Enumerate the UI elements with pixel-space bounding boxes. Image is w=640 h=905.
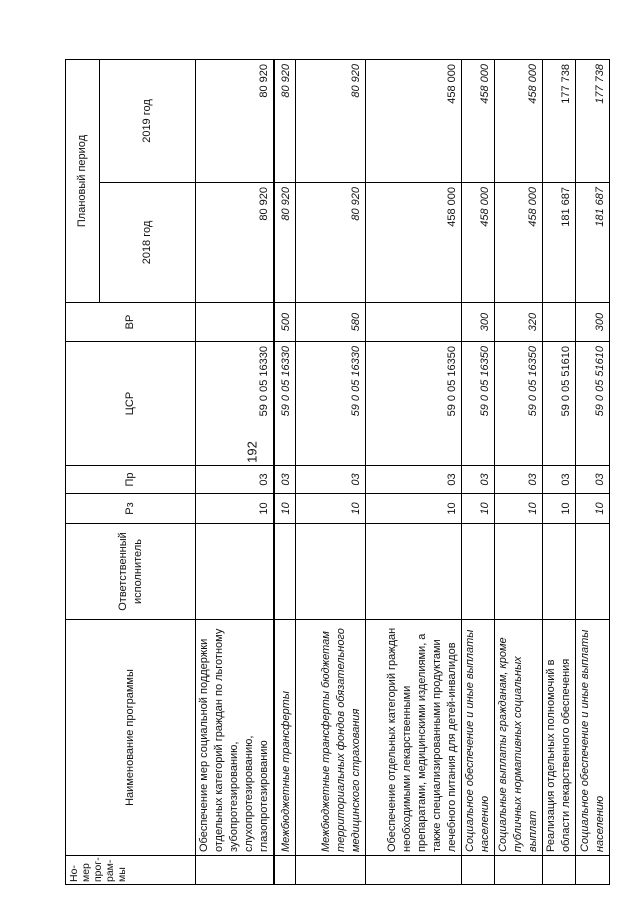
- cell-program-name: Межбюджетные трансферты: [274, 620, 295, 856]
- page-number: 192: [244, 441, 260, 463]
- cell-year-2018: 458 000: [461, 183, 494, 303]
- cell-program-name: Реализация отдельных полномочий в области лекарственного обеспечения: [542, 620, 575, 856]
- header-pr: Пр: [66, 466, 196, 494]
- cell-csr: 59 0 05 16330: [196, 342, 275, 466]
- table-row: [295, 60, 365, 885]
- cell-year-2019: 177 738: [542, 60, 575, 183]
- cell-year-2018: 181 687: [542, 183, 575, 303]
- table-row: [542, 60, 575, 885]
- cell-csr: 59 0 05 16350: [365, 342, 461, 466]
- cell-pr: 03: [494, 466, 542, 494]
- cell-csr: 59 0 05 16330: [274, 342, 295, 466]
- cell-vr: [542, 303, 575, 342]
- cell-program-number: [575, 856, 609, 885]
- cell-responsible: [196, 524, 275, 620]
- cell-vr: 300: [575, 303, 609, 342]
- cell-pr: 03: [365, 466, 461, 494]
- cell-vr: [196, 303, 275, 342]
- cell-rz: 10: [196, 494, 275, 524]
- cell-year-2018: 458 000: [365, 183, 461, 303]
- cell-year-2018: 80 920: [295, 183, 365, 303]
- cell-vr: 500: [274, 303, 295, 342]
- cell-program-number: [542, 856, 575, 885]
- header-year-2019: 2019 год: [100, 60, 196, 183]
- header-rz: Рз: [66, 494, 196, 524]
- cell-csr: 59 0 05 51610: [575, 342, 609, 466]
- table-row: [575, 60, 609, 885]
- cell-responsible: [274, 524, 295, 620]
- cell-rz: 10: [542, 494, 575, 524]
- table-body: [196, 60, 610, 885]
- cell-rz: 10: [575, 494, 609, 524]
- cell-year-2018: 458 000: [494, 183, 542, 303]
- cell-year-2019: 80 920: [295, 60, 365, 183]
- cell-vr: 320: [494, 303, 542, 342]
- cell-year-2018: 80 920: [196, 183, 275, 303]
- cell-program-name: Обеспечение мер социальной поддержки отдельных категорий граждан по льготному зубопротезированию, слухопротезированию, глазопротезированию: [196, 620, 275, 856]
- cell-vr: 580: [295, 303, 365, 342]
- cell-pr: 03: [461, 466, 494, 494]
- cell-year-2019: 80 920: [196, 60, 275, 183]
- cell-vr: 300: [461, 303, 494, 342]
- cell-year-2018: 181 687: [575, 183, 609, 303]
- cell-program-number: [494, 856, 542, 885]
- rotated-table-wrapper: [65, 60, 606, 885]
- cell-program-number: [274, 856, 295, 885]
- header-program-number: Но-мер прог-рам-мы: [66, 856, 196, 885]
- cell-csr: 59 0 05 16330: [295, 342, 365, 466]
- cell-program-number: [365, 856, 461, 885]
- cell-year-2018: 80 920: [274, 183, 295, 303]
- cell-year-2019: 177 738: [575, 60, 609, 183]
- cell-year-2019: 458 000: [365, 60, 461, 183]
- cell-responsible: [461, 524, 494, 620]
- cell-program-name: Социальное обеспечение и иные выплаты населению: [461, 620, 494, 856]
- cell-responsible: [575, 524, 609, 620]
- cell-program-number: [461, 856, 494, 885]
- cell-rz: 10: [295, 494, 365, 524]
- table-row: [461, 60, 494, 885]
- cell-year-2019: 80 920: [274, 60, 295, 183]
- header-program-name: Наименование программы: [66, 620, 196, 856]
- cell-vr: [365, 303, 461, 342]
- cell-program-number: [295, 856, 365, 885]
- cell-year-2019: 458 000: [461, 60, 494, 183]
- header-year-2018: 2018 год: [100, 183, 196, 303]
- header-responsible: Ответственный исполнитель: [66, 524, 196, 620]
- header-plan-period: Плановый период: [66, 60, 100, 303]
- header-vr: ВР: [66, 303, 196, 342]
- cell-csr: 59 0 05 16350: [494, 342, 542, 466]
- cell-year-2019: 458 000: [494, 60, 542, 183]
- table-row: [365, 60, 461, 885]
- cell-rz: 10: [494, 494, 542, 524]
- header-csr: ЦСР: [66, 342, 196, 466]
- cell-pr: 03: [575, 466, 609, 494]
- cell-responsible: [295, 524, 365, 620]
- cell-program-name: Межбюджетные трансферты бюджетам территориальных фондов обязательного медицинского страхования: [295, 620, 365, 856]
- cell-pr: 03: [542, 466, 575, 494]
- cell-responsible: [365, 524, 461, 620]
- cell-rz: 10: [274, 494, 295, 524]
- table-row: [196, 60, 275, 885]
- table-row: [494, 60, 542, 885]
- cell-program-name: Социальное обеспечение и иные выплаты населению: [575, 620, 609, 856]
- cell-program-name: Социальные выплаты гражданам, кроме публичных нормативных социальных выплат: [494, 620, 542, 856]
- cell-rz: 10: [461, 494, 494, 524]
- cell-program-number: [196, 856, 275, 885]
- cell-csr: 59 0 05 16350: [461, 342, 494, 466]
- cell-rz: 10: [365, 494, 461, 524]
- cell-responsible: [542, 524, 575, 620]
- cell-pr: 03: [196, 466, 275, 494]
- cell-responsible: [494, 524, 542, 620]
- table-row: [274, 60, 295, 885]
- cell-program-name: Обеспечение отдельных категорий граждан необходимыми лекарственными препаратами, медицинскими изделиями, а также специализированными продуктами лечебного питания для детей-инвалидов: [365, 620, 461, 856]
- cell-csr: 59 0 05 51610: [542, 342, 575, 466]
- budget-table: [65, 59, 610, 885]
- cell-pr: 03: [295, 466, 365, 494]
- cell-pr: 03: [274, 466, 295, 494]
